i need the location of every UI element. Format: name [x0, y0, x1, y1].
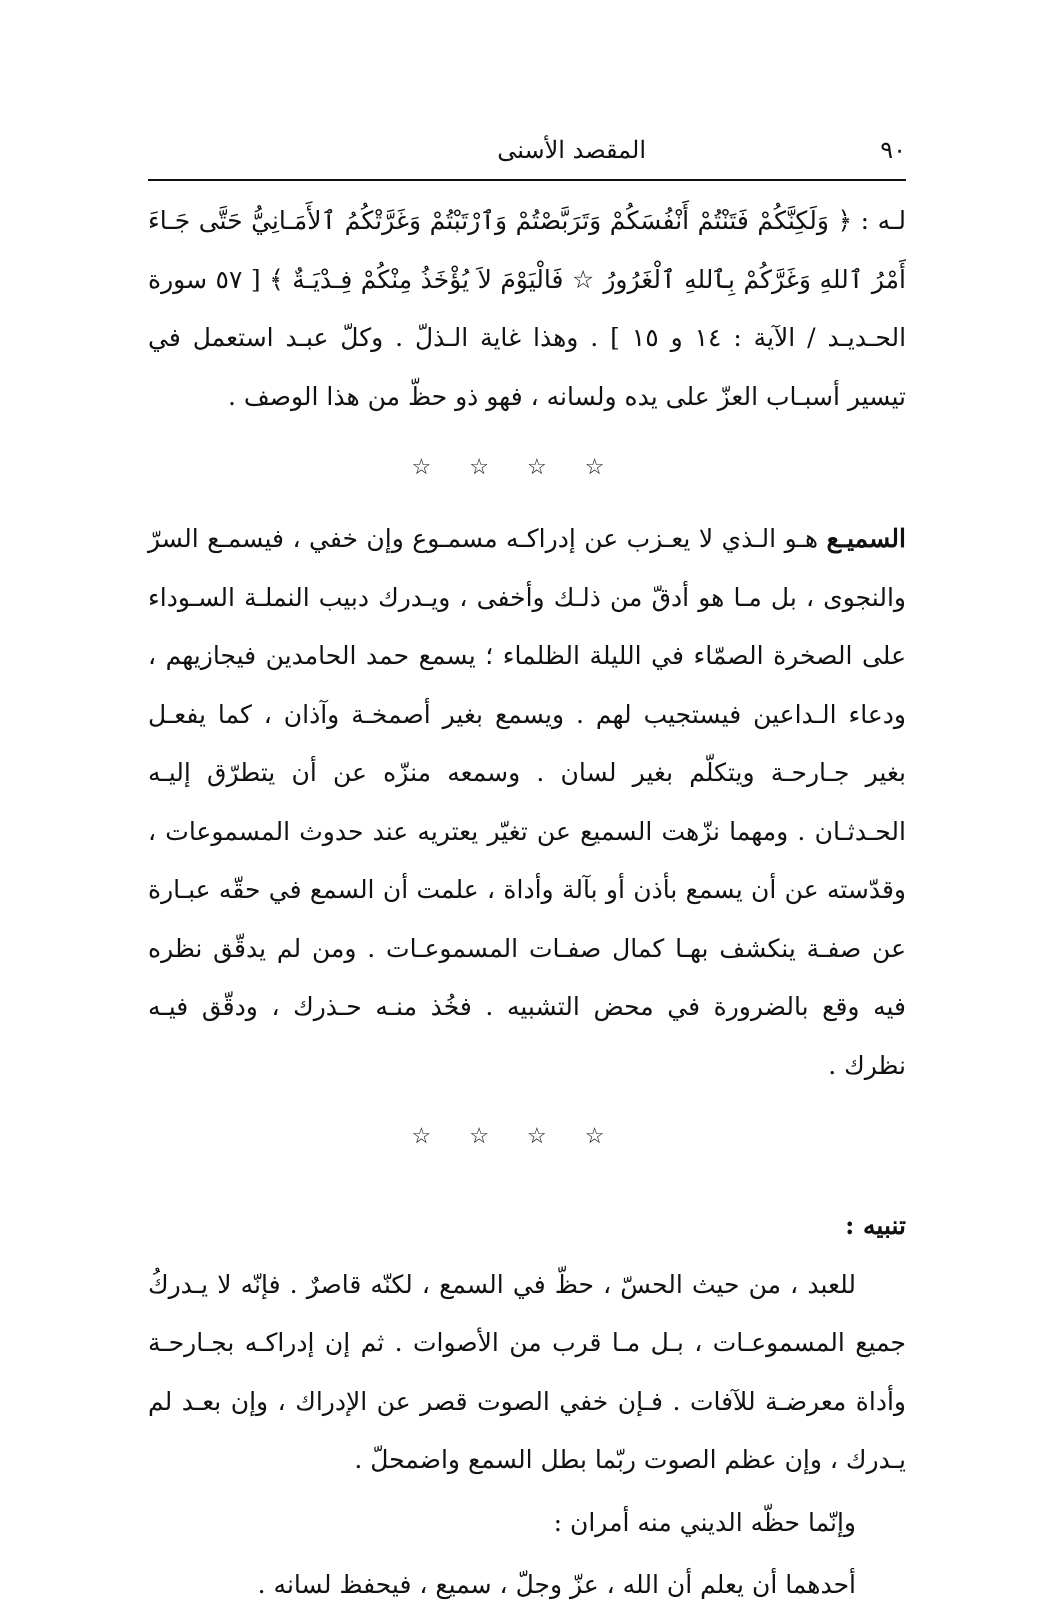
star-icon: ☆: [469, 1124, 527, 1149]
star-icon: ☆: [527, 1124, 585, 1149]
star-icon: ☆: [469, 455, 527, 480]
star-icon: ☆: [411, 455, 470, 480]
paragraph-quran-quote: لـه : ﴿ وَلَكِنَّكُمْ فَتَنْتُمْ أَنْفُسَكُمْ وَتَرَبَّصْتُمْ وَٱرْتَبْتُمْ وَغَرَّتْكُمُ ٱلأَمَـانِيُّ حَتَّى جَـاءَ أَمْرُ ٱللهِ وَغَرَّكُمْ بِٱللهِ ٱلْغَرُورُ ☆ فَالْيَوْمَ لاَ يُؤْخَذُ مِنْكُمْ فِـدْيَـةٌ ﴾ [ ٥٧ سورة الحـديـد / الآية : ١٤ و ١٥ ] . وهذا غاية الـذلّ . وكلّ عبـد استعمل في تيسير أسبـاب العزّ على يده ولسانه ، فهو ذو حظّ من هذا الوصف .: [148, 206, 907, 411]
term-al-sami: السميـع: [826, 524, 906, 553]
paragraph-first-point: أحدهما أن يعلم أن الله ، عزّ وجلّ ، سميع ، فيحفظ لسانه .: [257, 1570, 856, 1599]
star-icon: ☆: [584, 1124, 643, 1149]
paragraph-al-sami-text: هـو الـذي لا يعـزب عن إدراكـه مسمـوع وإن خفي ، فيسمـع السرّ والنجوى ، بل مـا هو أدقّ من ذلـك وأخفى ، ويـدرك دبيب النملـة السـوداء على الصخرة الصمّاء في الليلة الظلماء ؛ يسمع حمد الحامدين فيجازيهم ، ودعاء الـداعين فيستجيب لهم . ويسمع بغير أصمخـة وآذان ، كما يفعـل بغير جـارحـة ويتكلّم بغير لسان . وسمعه منزّه عن أن يتطرّق إليـه الحـدثـان . ومهما نزّهت السميع عن تغيّر يعتريه عند حدوث المسموعات ، وقدّسته عن أن يسمع بأذن أو بآلة وأداة ، علمت أن السمع في حقّه عبـارة عن صفـة ينكشف بهـا كمال صفـات المسموعـات . ومن لم يدقّق نظره فيه وقع بالضرورة في محض التشبيه . فخُذ منـه حـذرك ، ودقّق فيـه نظرك .: [148, 524, 906, 1080]
paragraph-religious-share: وإنّما حظّه الديني منه أمران :: [553, 1507, 856, 1537]
page-number: ٩٠: [880, 136, 906, 164]
paragraph-note: للعبد ، من حيث الحسّ ، حظّ في السمع ، لكنّه قاصرٌ . فإنّه لا يـدركُ جميع المسموعـات ، بـل مـا قرب من الأصوات . ثم إن إدراكـه بجـارحـة وأداة معرضـة للآفات . فـإن خفي الصوت قصر عن الإدراك ، وإن بعـد لم يـدرك ، وإن عظم الصوت ربّما بطل السمع واضمحلّ .: [148, 1269, 906, 1474]
paragraph-al-sami: [148, 510, 906, 1095]
header-rule: [148, 179, 906, 181]
page-body: [148, 192, 906, 1615]
star-separator: [148, 1095, 906, 1179]
star-icon: ☆: [584, 455, 643, 480]
page-header: [148, 132, 906, 178]
star-icon: ☆: [527, 455, 585, 480]
star-icon: ☆: [411, 1124, 470, 1149]
star-separator: [148, 426, 906, 510]
note-heading: تنبيه :: [845, 1211, 906, 1240]
running-title: المقصد الأسنى: [497, 136, 646, 164]
